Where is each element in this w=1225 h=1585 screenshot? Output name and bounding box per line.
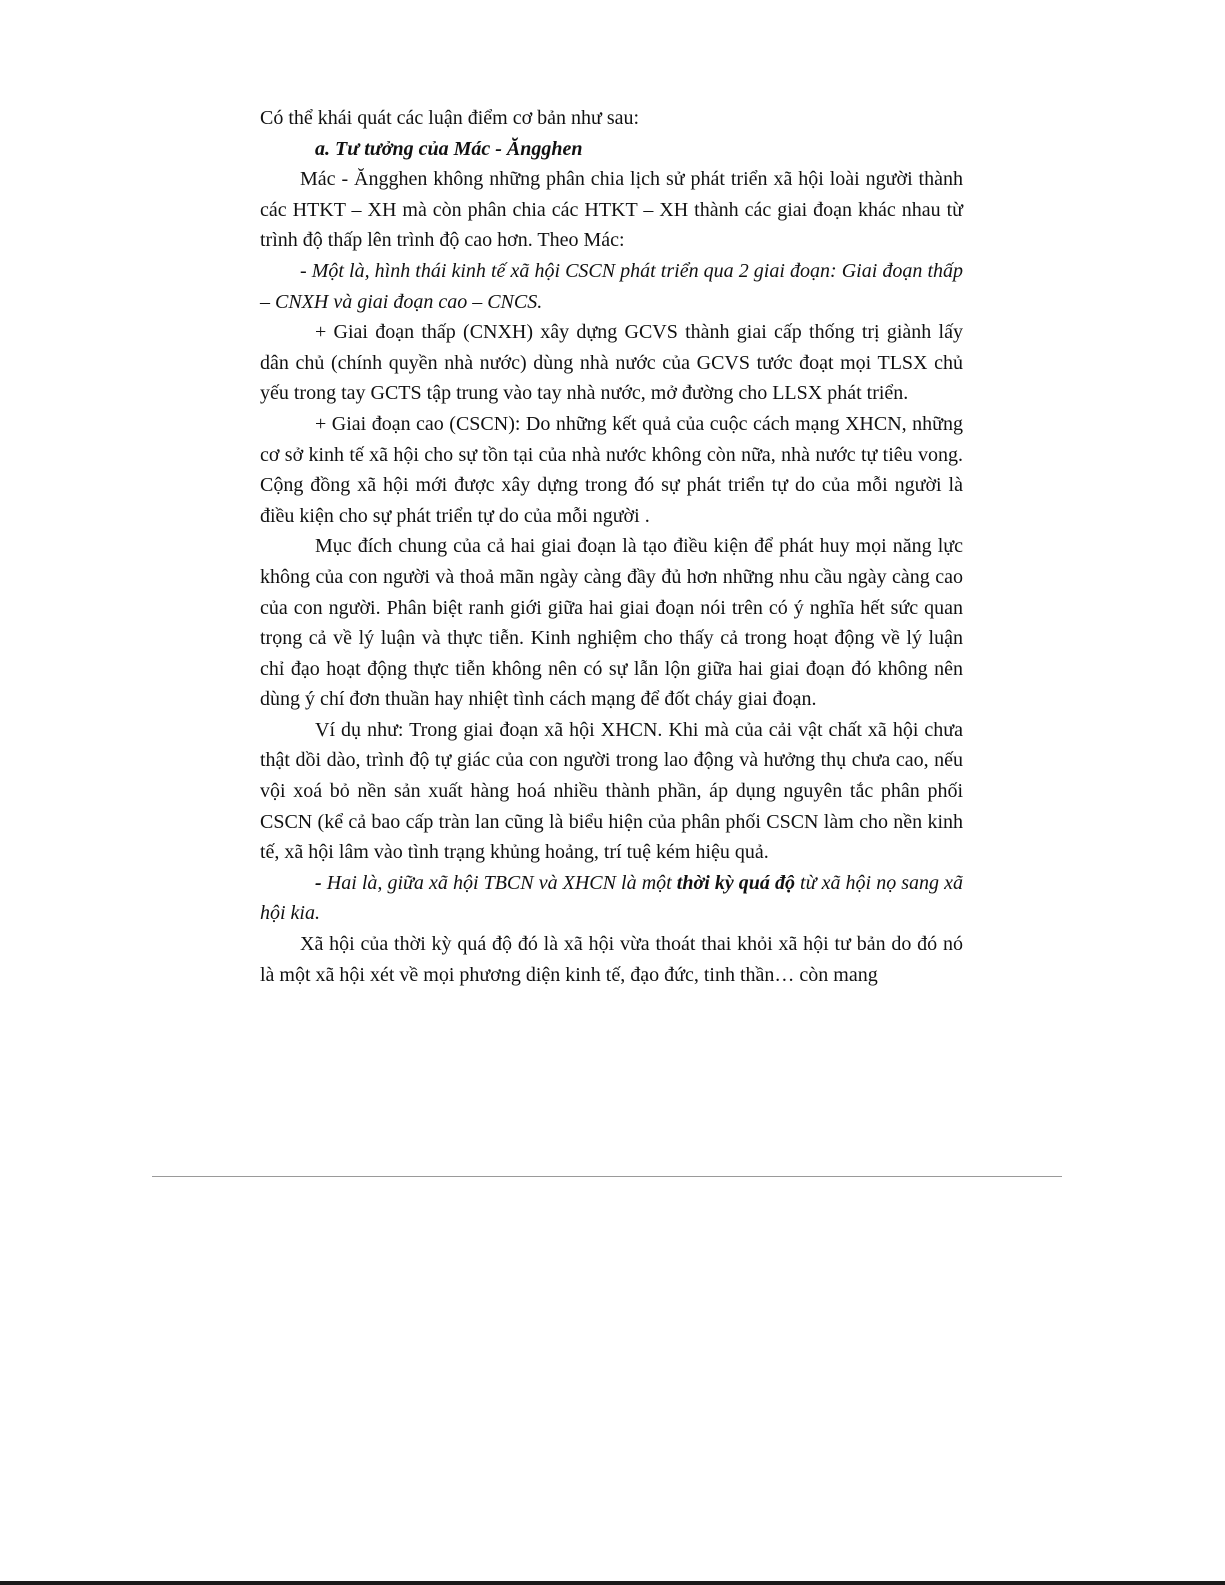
section-heading: a. Tư tưởng của Mác - Ăngghen (315, 137, 583, 160)
point-one: - Một là, hình thái kinh tế xã hội CSCN phát triển qua 2 giai đoạn: Giai đoạn thấp – CNXH và giai đoạn cao – CNCS. (260, 259, 963, 313)
point-two-emphasis: thời kỳ quá độ (676, 871, 795, 894)
paragraph-intro-marx: Mác - Ăngghen không những phân chia lịch sử phát triển xã hội loài người thành các HTKT – XH mà còn phân chia các HTKT – XH thành các giai đoạn khác nhau từ trình độ thấp lên trình độ cao hơn. Theo Mác: (260, 168, 963, 252)
point-two (260, 868, 963, 929)
stage-high-paragraph: + Giai đoạn cao (CSCN): Do những kết quả của cuộc cách mạng XHCN, những cơ sở kinh tế xã hội cho sự tồn tại của nhà nước không còn nữa, nhà nước tự tiêu vong. Cộng đồng xã hội mới được xây dựng trong đó sự phát triển tự do của mỗi người là điều kiện cho sự phát triển tự do của mỗi người . (260, 412, 963, 527)
transition-paragraph: Xã hội của thời kỳ quá độ đó là xã hội vừa thoát thai khỏi xã hội tư bản do đó nó là một xã hội xét về mọi phương diện kinh tế, đạo đức, tinh thần… còn mang (260, 933, 963, 986)
page-divider (152, 1176, 1062, 1177)
point-two-lead: Hai là, giữa xã hội TBCN và XHCN là một (321, 871, 677, 894)
document-body (260, 103, 963, 990)
purpose-paragraph: Mục đích chung của cả hai giai đoạn là tạo điều kiện để phát huy mọi năng lực không của con người và thoả mãn ngày càng đầy đủ hơn những nhu cầu ngày càng cao của con người. Phân biệt ranh giới giữa hai giai đoạn nói trên có ý nghĩa hết sức quan trọng cả về lý luận và thực tiễn. Kinh nghiệm cho thấy cả trong hoạt động về lý luận chỉ đạo hoạt động thực tiễn không nên có sự lẫn lộn giữa hai giai đoạn đó không nên dùng ý chí đơn thuần hay nhiệt tình cách mạng để đốt cháy giai đoạn. (260, 535, 963, 711)
point-two-dash: - (315, 871, 322, 894)
intro-line: Có thể khái quát các luận điểm cơ bản như sau: (260, 107, 640, 129)
example-paragraph: Ví dụ như: Trong giai đoạn xã hội XHCN. Khi mà của cải vật chất xã hội chưa thật dồi dào, trình độ tự giác của con người trong lao động và hưởng thụ chưa cao, nếu vội xoá bỏ nền sản xuất hàng hoá nhiều thành phần, áp dụng nguyên tắc phân phối CSCN (kể cả bao cấp tràn lan cũng là biểu hiện của phân phối CSCN làm cho nền kinh tế, xã hội lâm vào tình trạng khủng hoảng, trí tuệ kém hiệu quả. (260, 718, 963, 864)
stage-low-paragraph: + Giai đoạn thấp (CNXH) xây dựng GCVS thành giai cấp thống trị giành lấy dân chủ (chính quyền nhà nước) dùng nhà nước của GCVS tước đoạt mọi TLSX chủ yếu trong tay GCTS tập trung vào tay nhà nước, mở đường cho LLSX phát triển. (260, 321, 963, 405)
point-two-tail: từ xã hội nọ sang xã hội kia. (260, 871, 964, 925)
bottom-edge-bar (0, 1581, 1225, 1585)
